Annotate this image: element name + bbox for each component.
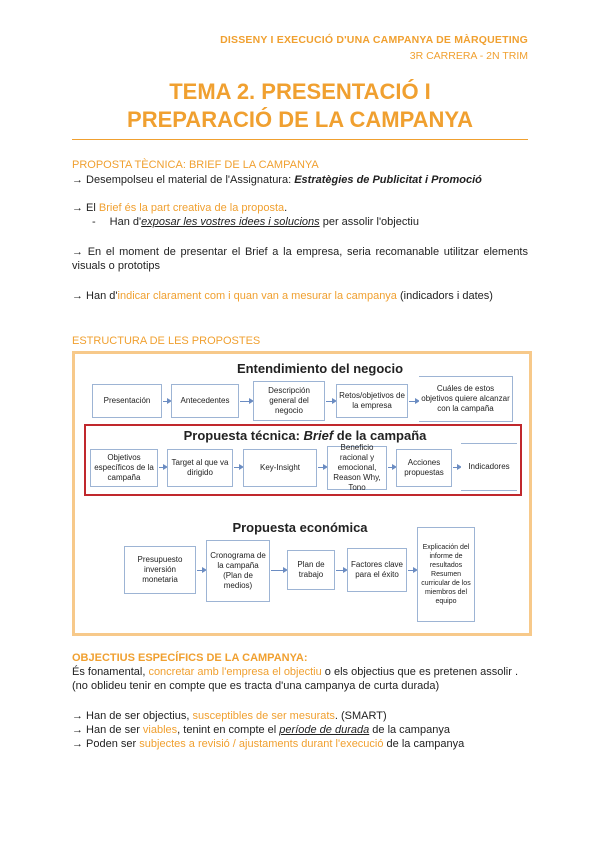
- section3-b2: [72, 723, 528, 737]
- section3-heading: OBJECTIUS ESPECÍFICS DE LA CAMPANYA:: [72, 652, 308, 664]
- arrow: [271, 570, 286, 571]
- arrow: [163, 401, 170, 402]
- section3-b3: [72, 737, 528, 751]
- arrow: [388, 467, 395, 468]
- p4-suffix: (indicadors i dates): [396, 290, 493, 302]
- bullet-underline: exposar les vostres idees i solucions: [141, 216, 320, 228]
- arrow: [234, 467, 242, 468]
- page-title-line1: TEMA 2. PRESENTACIÓ I: [169, 79, 431, 104]
- box-beneficio: Beneficio racional y emocional, Reason Why, Tono: [327, 446, 387, 490]
- s3-p1-suffix: o els objectius que es pretenen assolir .: [321, 666, 519, 678]
- box-indicadores: Indicadores: [461, 443, 517, 491]
- section1-p2: [72, 201, 528, 215]
- tecnica-title-italic: Brief: [303, 428, 334, 443]
- section1-bullet: [92, 215, 528, 229]
- p1-prefix: → Desempolseu el material de l'Assignatura:: [72, 174, 295, 186]
- section1-heading: PROPOSTA TÈCNICA: BRIEF DE LA CAMPANYA: [72, 159, 319, 171]
- box-retos: Retos/objetivos de la empresa: [336, 384, 408, 418]
- arrow: [408, 570, 416, 571]
- box-acciones: Acciones propuestas: [396, 449, 452, 487]
- bullet-dash: -: [92, 216, 96, 228]
- p2-suffix: .: [284, 202, 288, 214]
- box-descripcion: Descripción general del negocio: [253, 381, 325, 421]
- arrow: [240, 401, 252, 402]
- arrow: [453, 467, 460, 468]
- section1-p3: → En el moment de presentar el Brief a la empresa, seria recomanable utilitzar elements visuals o prototips: [72, 246, 528, 272]
- diagram-negocio-title: Entendimiento del negocio: [236, 361, 404, 376]
- section3-p1-line2: (no oblideu tenir en compte que es tracta d'una campanya de curta durada): [72, 680, 440, 692]
- title-divider: [72, 139, 528, 140]
- tecnica-title-prefix: Propuesta técnica:: [183, 428, 304, 443]
- box-objetivos: Objetivos específicos de la campaña: [90, 449, 158, 487]
- box-key-insight: Key-Insight: [243, 449, 317, 487]
- arrow: [159, 467, 166, 468]
- s3-b1-prefix: → Han de ser objectius,: [72, 710, 193, 722]
- box-target: Target al que va dirigido: [167, 449, 233, 487]
- s3-b1-suffix: . (SMART): [334, 710, 387, 722]
- diagram-tecnica-title: [150, 428, 460, 443]
- arrow: [326, 401, 335, 402]
- s3-b2-orange: viables: [142, 724, 178, 736]
- box-plan-trabajo: Plan de trabajo: [287, 550, 335, 590]
- header-course: DISSENY I EXECUCIÓ D'UNA CAMPANYA DE MÀRQUETING: [220, 34, 528, 46]
- arrow: [318, 467, 326, 468]
- section2-heading: ESTRUCTURA DE LES PROPOSTES: [72, 335, 261, 347]
- s3-p1-orange: concretar amb l'empresa el objectiu: [148, 666, 322, 678]
- s3-b3-prefix: → Poden ser: [72, 738, 140, 750]
- header-term: 3R CARRERA - 2N TRIM: [409, 50, 528, 62]
- s3-p1-prefix: És fonamental,: [72, 666, 149, 678]
- page-title-line2: PREPARACIÓ DE LA CAMPANYA: [127, 107, 473, 132]
- s3-b3-orange: subjectes a revisió / ajustaments durant l'execució: [139, 738, 384, 750]
- s3-b2-mid: , tenint en compte el: [177, 724, 280, 736]
- box-factores: Factores clave para el éxito: [347, 548, 407, 592]
- p2-prefix: → El: [72, 202, 99, 214]
- p4-orange: indicar clarament com i quan van a mesurar la campanya: [117, 290, 397, 302]
- section1-p4: [72, 289, 528, 303]
- s3-b2-underline: període de durada: [279, 724, 370, 736]
- tecnica-title-suffix: de la campaña: [333, 428, 427, 443]
- box-presupuesto: Presupuesto inversión monetaria: [124, 546, 196, 594]
- arrow: [336, 570, 346, 571]
- arrow: [409, 401, 418, 402]
- box-cuales: Cuáles de estos objetivos quiere alcanzar con la campaña: [419, 376, 513, 422]
- bullet-prefix: Han d': [109, 216, 142, 228]
- s3-b1-orange: susceptibles de ser mesurats: [192, 710, 335, 722]
- diagram-economica-title: Propuesta económica: [232, 520, 368, 535]
- s3-b2-prefix: → Han de ser: [72, 724, 143, 736]
- bullet-suffix: per assolir l'objectiu: [319, 216, 419, 228]
- p1-bold: Estratègies de Publicitat i Promoció: [294, 174, 482, 186]
- p2-orange: Brief és la part creativa de la proposta: [98, 202, 285, 214]
- box-explicacion: Explicación del informe de resultados Resumen curricular de los miembros del equipo: [417, 527, 475, 622]
- section3-p1: [72, 665, 528, 679]
- box-presentacion: Presentación: [92, 384, 162, 418]
- section1-p1: [72, 173, 528, 187]
- box-cronograma: Cronograma de la campaña (Plan de medios): [206, 540, 270, 602]
- section3-b1: [72, 709, 528, 723]
- s3-b3-suffix: de la campanya: [383, 738, 465, 750]
- box-antecedentes: Antecedentes: [171, 384, 239, 418]
- s3-b2-suffix: de la campanya: [369, 724, 450, 736]
- arrow: [197, 570, 205, 571]
- p4-prefix: → Han d': [72, 290, 118, 302]
